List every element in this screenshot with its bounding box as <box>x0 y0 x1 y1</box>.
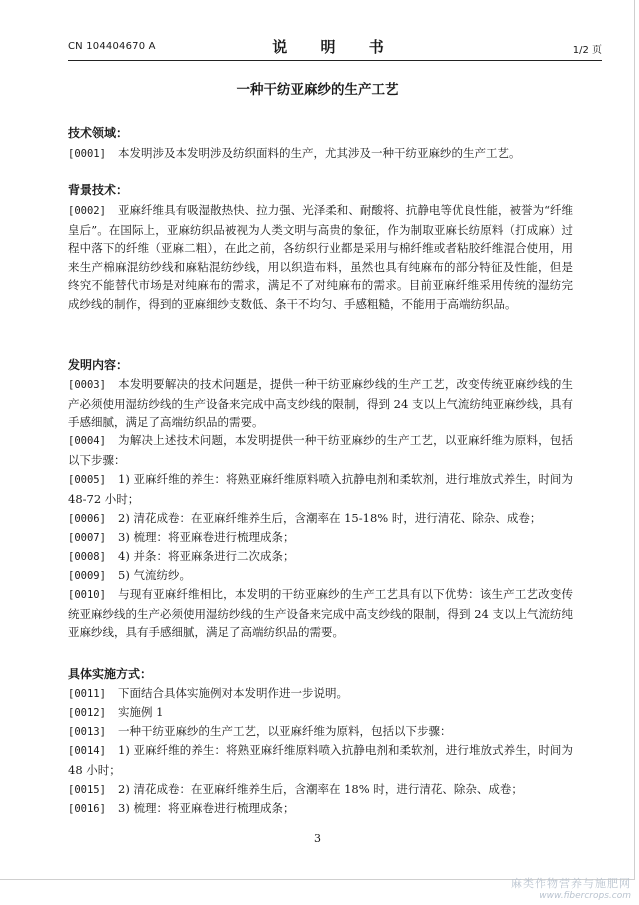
paragraph-text: 3) 梳理：将亚麻卷进行梳理成条； <box>118 801 295 815</box>
paragraph-text: 实施例 1 <box>118 705 164 719</box>
paragraph-text: 亚麻纤维具有吸湿散热快、拉力强、光泽柔和、耐酸将、抗静电等优良性能，被誉为“纤维皇后”。在国际上，亚麻纺织品被视为人类文明与高贵的象征，作为制取亚麻长纺原料（打成麻）过程中落下的纤维（亚麻二粗），在此之前，各纺织行业都是采用与棉纤维或者粘胶纤维混合使用，用来生产棉麻混纺纱线和麻粘混纺纱线，用以织造布料，虽然也具有纯麻布的部分特征及性能，但是终究不能替代市场是对纯麻布的需求，满足不了对纯麻布的需求。目前亚麻纤维采用传统的湿纺完成纱线的制作，得到的亚麻细纱支数低、条干不均匀、手感粗糙，不能用于高端纺织品。 <box>68 203 573 311</box>
page-of-count: 1/2 页 <box>572 45 602 56</box>
paragraph-number: [0011] <box>68 688 106 700</box>
paragraph-0012 <box>68 703 573 723</box>
paragraph-text: 与现有亚麻纤维相比，本发明的干纺亚麻纱的生产工艺具有以下优势：该生产工艺改变传统亚麻纱线的生产必须使用湿纺纱线的生产设备来完成中高支纱线的限制，得到 24 支以上气流纺纯亚麻纱线，具有手感细腻，满足了高端纺织品的需要。 <box>68 587 573 640</box>
site-watermark <box>491 875 631 901</box>
paragraph-0003 <box>68 375 573 432</box>
section-heading-embodiment: 具体实施方式： <box>68 667 153 681</box>
watermark-text: 麻类作物营养与施肥网 <box>511 877 631 890</box>
paragraph-number: [0006] <box>68 513 106 525</box>
paragraph-0005 <box>68 470 573 508</box>
paragraph-number: [0001] <box>68 148 106 160</box>
section-heading-summary: 发明内容： <box>68 358 129 372</box>
paragraph-0014 <box>68 741 573 779</box>
paragraph-number: [0016] <box>68 803 106 815</box>
paragraph-0007 <box>68 528 573 548</box>
paragraph-number: [0005] <box>68 474 106 486</box>
paragraph-number: [0004] <box>68 435 106 447</box>
paragraph-number: [0009] <box>68 570 106 582</box>
paragraph-0016 <box>68 799 573 819</box>
document-title: 一种干纺亚麻纱的生产工艺 <box>236 82 399 98</box>
paragraph-text: 1) 亚麻纤维的养生：将熟亚麻纤维原料喷入抗静电剂和柔软剂，进行堆放式养生，时间为 48 小时； <box>68 743 573 777</box>
section-heading-background: 背景技术： <box>68 183 129 197</box>
paragraph-number: [0015] <box>68 784 106 796</box>
paragraph-0009 <box>68 566 573 586</box>
paragraph-0006 <box>68 509 573 529</box>
paragraph-0015 <box>68 780 573 800</box>
paragraph-text: 2) 清花成卷：在亚麻纤维养生后，含潮率在 18% 时，进行清花、除杂、成卷； <box>118 782 523 796</box>
paragraph-0010 <box>68 585 573 642</box>
paragraph-number: [0010] <box>68 589 106 601</box>
paragraph-0008 <box>68 547 573 567</box>
paragraph-text: 3) 梳理：将亚麻卷进行梳理成条； <box>118 530 295 544</box>
watermark-url: www.fibercrops.com <box>539 891 631 901</box>
section-heading-field: 技术领域： <box>68 126 129 140</box>
paragraph-text: 本发明要解决的技术问题是，提供一种干纺亚麻纱线的生产工艺，改变传统亚麻纱线的生产必须使用湿纺纱线的生产设备来完成中高支纱线的限制，得到 24 支以上气流纺纯亚麻纱线，具有手感细腻，满足了高端纺织品的需要。 <box>68 377 573 430</box>
page-header <box>68 36 602 61</box>
paragraph-number: [0013] <box>68 726 106 738</box>
paragraph-0011 <box>68 684 573 704</box>
paragraph-text: 4) 并条：将亚麻条进行二次成条； <box>118 549 295 563</box>
paragraph-text: 2) 清花成卷：在亚麻纤维养生后，含潮率在 15-18% 时，进行清花、除杂、成卷； <box>118 511 542 525</box>
patent-number: CN 104404670 A <box>68 41 156 52</box>
document-type: 说 明 书 <box>272 38 398 56</box>
paragraph-text: 一种干纺亚麻纱的生产工艺，以亚麻纤维为原料，包括以下步骤： <box>118 724 452 738</box>
paragraph-number: [0012] <box>68 707 106 719</box>
paragraph-text: 下面结合具体实施例对本发明作进一步说明。 <box>118 686 348 700</box>
paragraph-0002 <box>68 201 573 314</box>
paragraph-number: [0002] <box>68 205 106 217</box>
paragraph-text: 5) 气流纺纱。 <box>118 568 191 582</box>
paragraph-text: 为解决上述技术问题，本发明提供一种干纺亚麻纱的生产工艺，以亚麻纤维为原料，包括以下步骤： <box>68 433 573 467</box>
paragraph-text: 本发明涉及本发明涉及纺织面料的生产，尤其涉及一种干纺亚麻纱的生产工艺。 <box>118 146 521 160</box>
paragraph-0001 <box>68 144 573 164</box>
paragraph-number: [0003] <box>68 379 106 391</box>
paragraph-0013 <box>68 722 573 742</box>
paragraph-number: [0014] <box>68 745 106 757</box>
paragraph-number: [0007] <box>68 532 106 544</box>
paragraph-number: [0008] <box>68 551 106 563</box>
paragraph-text: 1) 亚麻纤维的养生：将熟亚麻纤维原料喷入抗静电剂和柔软剂，进行堆放式养生，时间为 48-72 小时； <box>68 472 573 506</box>
page-number: 3 <box>314 832 321 845</box>
paragraph-0004 <box>68 431 573 469</box>
